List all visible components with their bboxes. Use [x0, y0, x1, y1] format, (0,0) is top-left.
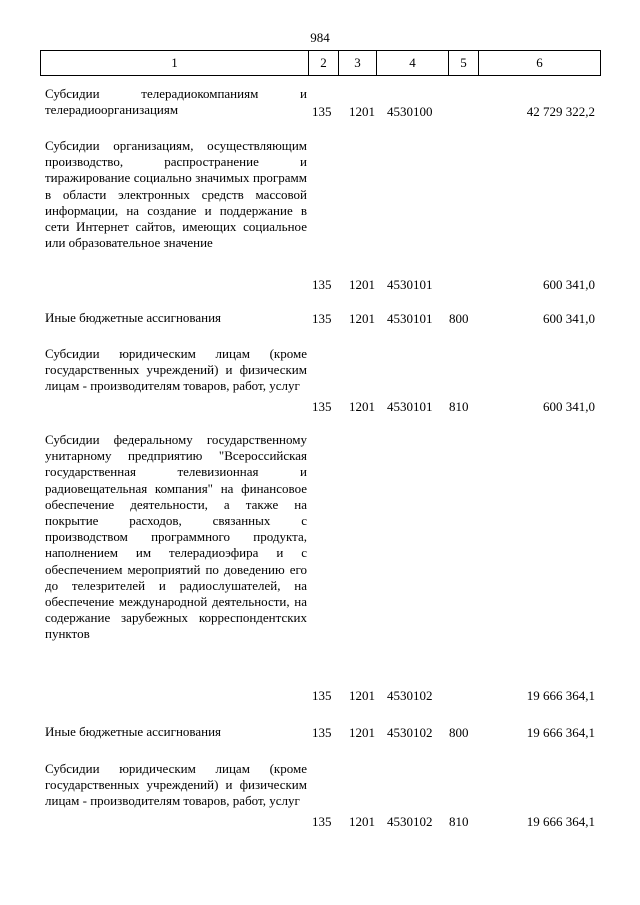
table-row [0, 724, 640, 741]
row-col6: 19 666 364,1 [526, 813, 595, 829]
row-description: Субсидии юридическим лицам (кроме государственных учреждений) и физическим лицам - производителям товаров, работ, услуг [45, 761, 307, 809]
row-col4: 4530101 [387, 310, 433, 326]
table-row [0, 432, 640, 704]
row-description: Субсидии юридическим лицам (кроме государственных учреждений) и физическим лицам - производителям товаров, работ, услуг [45, 346, 307, 394]
row-col6: 19 666 364,1 [526, 724, 595, 740]
page-number: 984 [310, 30, 330, 45]
row-col3: 1201 [349, 310, 375, 326]
table-row [0, 761, 640, 830]
row-col2: 135 [312, 103, 332, 119]
header-col-5: 5 [449, 51, 479, 76]
row-col4: 4530101 [387, 398, 433, 414]
header-col-6: 6 [479, 51, 601, 76]
table-row [0, 310, 640, 327]
row-col3: 1201 [349, 724, 375, 740]
row-col3: 1201 [349, 398, 375, 414]
row-description: Субсидии федеральному государственному унитарному предприятию "Всероссийская государственная телевизионная и радиовещательная компания" на финансовое обеспечение деятельности, а также на покрытие расходов, связанных с производством программного продукта, наполнением им телерадиоэфира и с обеспечением мероприятий по доведению его до телезрителей и радиослушателей, на обеспечение международной деятельности, на содержание зарубежных корреспондентских пунктов [45, 432, 307, 642]
row-col5: 810 [449, 398, 469, 414]
table-row [0, 346, 640, 415]
row-col2: 135 [312, 687, 332, 703]
row-col4: 4530102 [387, 724, 433, 740]
row-col2: 135 [312, 398, 332, 414]
row-col2: 135 [312, 310, 332, 326]
row-col6: 19 666 364,1 [526, 687, 595, 703]
row-col5: 810 [449, 813, 469, 829]
row-description: Субсидии телерадиокомпаниям и телерадиоорганизациям [45, 86, 307, 118]
row-col6: 600 341,0 [543, 276, 595, 292]
row-col5: 800 [449, 724, 469, 740]
row-description: Иные бюджетные ассигнования [45, 310, 222, 325]
table-row [0, 86, 640, 120]
row-description: Иные бюджетные ассигнования [45, 724, 222, 739]
row-col4: 4530100 [387, 103, 433, 119]
row-col5: 800 [449, 310, 469, 326]
row-description: Субсидии организациям, осуществляющим производство, распространение и тиражирование социально значимых программ в области электронных средств массовой информации, на создание и поддержание в сети Интернет сайтов, имеющих социальное или образовательное значение [45, 138, 307, 251]
header-row [41, 51, 601, 76]
header-col-3: 3 [339, 51, 377, 76]
header-col-1: 1 [41, 51, 309, 76]
row-col2: 135 [312, 724, 332, 740]
row-col3: 1201 [349, 687, 375, 703]
row-col3: 1201 [349, 103, 375, 119]
row-col2: 135 [312, 276, 332, 292]
row-col2: 135 [312, 813, 332, 829]
row-col6: 600 341,0 [543, 398, 595, 414]
header-col-2: 2 [309, 51, 339, 76]
row-col6: 600 341,0 [543, 310, 595, 326]
row-col3: 1201 [349, 813, 375, 829]
column-header-table [40, 50, 601, 76]
row-col4: 4530101 [387, 276, 433, 292]
row-col3: 1201 [349, 276, 375, 292]
row-col4: 4530102 [387, 687, 433, 703]
row-col4: 4530102 [387, 813, 433, 829]
row-col6: 42 729 322,2 [526, 103, 595, 119]
header-col-4: 4 [377, 51, 449, 76]
table-row [0, 138, 640, 293]
